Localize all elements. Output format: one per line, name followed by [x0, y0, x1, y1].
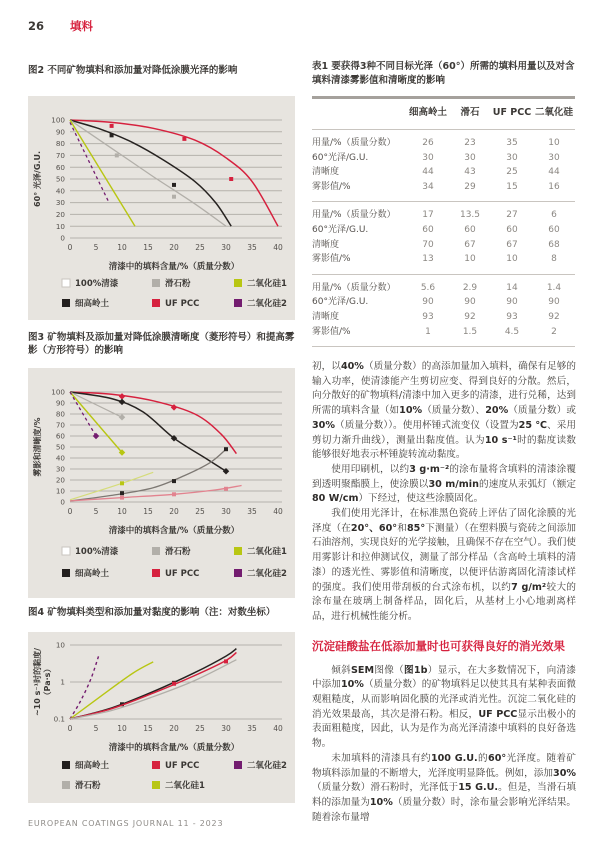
svg-text:清漆中的填料含量/%（质量分数）: 清漆中的填料含量/%（质量分数） — [108, 743, 240, 753]
table-row — [312, 238, 575, 253]
legend-label: 细高岭土 — [75, 569, 110, 579]
svg-text:20: 20 — [55, 475, 65, 485]
table-cell: 13 — [422, 254, 434, 265]
table-row-label: 雾影值/% — [312, 254, 351, 265]
svg-text:20: 20 — [169, 507, 179, 516]
table-row-label: 60°光泽/G.U. — [312, 224, 369, 235]
table1-block — [312, 202, 575, 273]
table-cell: 30 — [464, 152, 476, 163]
table1-block — [312, 275, 575, 346]
legend-label: 100%清漆 — [75, 279, 119, 289]
table-cell: 92 — [464, 311, 476, 322]
legend-label: 细高岭土 — [75, 299, 110, 309]
svg-text:~10 s⁻¹时的黏度/: ~10 s⁻¹时的黏度/ — [33, 647, 42, 717]
legend-swatch — [152, 547, 160, 555]
svg-text:5: 5 — [93, 724, 99, 733]
table-cell: 60 — [464, 224, 476, 235]
table-cell: 4.5 — [504, 326, 520, 337]
table-row — [312, 281, 575, 296]
legend-label: 滑石粉 — [165, 547, 191, 557]
table-cell: 26 — [422, 138, 434, 148]
table-row-label: 清晰度 — [312, 239, 340, 250]
table-cell: 1.5 — [462, 326, 478, 337]
svg-text:30: 30 — [55, 464, 65, 474]
article-paragraph: 使用印刷机，以约3 g·m⁻²的涂布量将含填料的清漆涂覆到透明聚酯膜上，使涂膜以30 m/min的速度从汞弧灯（额定80 W/cm）下经过，使这些涂膜固化。 — [312, 463, 577, 505]
table-cell: 29 — [464, 181, 476, 192]
table-cell: 25 — [506, 167, 518, 178]
svg-text:80: 80 — [55, 139, 65, 149]
legend-swatch — [234, 279, 242, 287]
svg-text:（Pa·s）: （Pa·s） — [43, 664, 52, 700]
svg-text:35: 35 — [247, 724, 257, 733]
legend-label: 二氧化硅2 — [247, 761, 287, 771]
article-paragraph: 未加填料的清漆具有约100 G.U.的60°光泽度。随着矿物填料添加量的不断增大，光泽度明显降低。例如，添加30%（质量分数）滑石粉时，光泽低于15 G.U.。但是，当滑石填料的添加量为10%（质量分数）时，涂布量会影响光泽结果。 随着涂布量增 — [312, 752, 577, 823]
svg-text:1: 1 — [60, 677, 65, 687]
table-cell: 1.4 — [546, 282, 562, 293]
svg-text:20: 20 — [169, 243, 179, 252]
svg-text:10: 10 — [55, 221, 65, 231]
table-cell: 6 — [551, 210, 557, 221]
table-row-label: 清晰度 — [312, 311, 340, 322]
table-cell: 44 — [422, 167, 434, 178]
table-cell: 90 — [548, 297, 560, 308]
legend-swatch — [62, 781, 70, 789]
article-heading: 沉淀硅酸盐在低添加量时也可获得良好的消光效果 — [312, 638, 565, 653]
table-row-label: 用量/%（质量分数） — [312, 138, 396, 148]
svg-text:30: 30 — [221, 507, 231, 516]
legend-swatch — [62, 569, 70, 577]
svg-text:25: 25 — [195, 724, 205, 733]
table-cell: 17 — [422, 210, 434, 221]
legend-label: 100%清漆 — [75, 547, 119, 557]
legend-label: 细高岭土 — [75, 761, 110, 771]
svg-text:50: 50 — [55, 442, 65, 452]
svg-text:90: 90 — [55, 127, 65, 137]
table-row-label: 雾影值/% — [312, 181, 351, 192]
figure2-chart — [28, 96, 295, 320]
table-row — [312, 223, 575, 238]
legend-swatch — [152, 761, 160, 769]
table-cell: 60 — [506, 224, 518, 235]
svg-text:0.1: 0.1 — [53, 714, 65, 724]
table-cell: 14 — [506, 282, 518, 293]
svg-text:25: 25 — [195, 507, 205, 516]
table-row — [312, 165, 575, 180]
page-header — [28, 18, 93, 34]
svg-text:10: 10 — [55, 486, 65, 496]
legend-swatch — [234, 569, 242, 577]
svg-text:15: 15 — [143, 507, 153, 516]
svg-text:30: 30 — [221, 243, 231, 252]
table-cell: 90 — [464, 297, 476, 308]
legend-swatch — [152, 569, 160, 577]
svg-text:5: 5 — [93, 507, 99, 516]
legend-label: 滑石粉 — [75, 781, 101, 791]
svg-text:60: 60 — [55, 431, 65, 441]
svg-text:30: 30 — [221, 724, 231, 733]
table-row — [312, 208, 575, 223]
figure3-caption: 图3 矿物填料及添加量对降低涂膜清晰度（菱形符号）和提高雾影（方形符号）的影响 — [28, 332, 295, 356]
table-cell: 35 — [506, 138, 518, 148]
legend-label: UF PCC — [165, 569, 200, 579]
table-cell: 68 — [548, 239, 560, 250]
table-row-label: 清晰度 — [312, 167, 340, 178]
svg-text:40: 40 — [273, 724, 283, 733]
svg-text:25: 25 — [195, 243, 205, 252]
svg-text:20: 20 — [169, 724, 179, 733]
svg-text:35: 35 — [247, 507, 257, 516]
fig3-svg — [28, 368, 295, 598]
figure4-chart — [28, 632, 295, 803]
svg-text:0: 0 — [67, 507, 73, 516]
article-paragraph: 初，以40%（质量分数）的高添加量加入填料，确保有足够的输入功率，使清漆能产生剪切应变、得到良好的分散。然后，向分散好的矿物填料/清漆中加入更多的清漆，进行兑稀，达到所需的填料含量（如10%（质量分数）、20%（质量分数）或30%（质量分数））。使用杯锤式流变仪（设置为25 ℃、采用剪切力渐升曲线），测量出黏度值。认为10 s⁻¹时的黏度读数能够很好地表示杯锤旋转流动黏度。 — [312, 361, 577, 461]
table-cell: 90 — [422, 297, 434, 308]
svg-text:0: 0 — [67, 724, 73, 733]
table-row-label: 用量/%（质量分数） — [312, 282, 396, 293]
journal-footer: EUROPEAN COATINGS JOURNAL 11 - 2023 — [28, 819, 224, 828]
table-cell: 2 — [551, 326, 557, 337]
legend-label: UF PCC — [165, 299, 200, 309]
legend-label: UF PCC — [165, 761, 200, 771]
svg-text:90: 90 — [55, 398, 65, 408]
table-cell: 2.9 — [462, 282, 478, 293]
table-cell: 8 — [551, 254, 557, 265]
table-cell: 44 — [548, 167, 560, 178]
figure4-caption: 图4 矿物填料类型和添加量对黏度的影响（注：对数坐标） — [28, 607, 276, 618]
table-cell: 1 — [425, 326, 431, 337]
table-cell: 60 — [548, 224, 560, 235]
table-row-label: 60°光泽/G.U. — [312, 297, 369, 308]
legend-swatch — [234, 547, 242, 555]
fig2-svg — [28, 96, 295, 320]
figure2-caption: 图2 不同矿物填料和添加量对降低涂膜光泽的影响 — [28, 65, 238, 76]
legend-swatch — [152, 781, 160, 789]
table-row-label: 60°光泽/G.U. — [312, 152, 369, 163]
legend-label: 二氧化硅2 — [247, 299, 287, 309]
svg-text:70: 70 — [55, 151, 65, 160]
table-cell: 67 — [506, 239, 518, 250]
svg-text:40: 40 — [273, 243, 283, 252]
table-row — [312, 295, 575, 310]
legend-swatch — [152, 279, 160, 287]
table1-column-header: 滑石 — [460, 107, 480, 118]
svg-text:70: 70 — [55, 420, 65, 430]
table-cell: 70 — [422, 239, 434, 250]
svg-text:10: 10 — [55, 640, 65, 650]
svg-text:15: 15 — [143, 243, 153, 252]
svg-text:0: 0 — [67, 243, 73, 252]
table1-column-header: UF PCC — [492, 107, 532, 118]
table-cell: 30 — [422, 152, 434, 163]
table-cell: 92 — [548, 311, 560, 322]
legend-label: 二氧化硅2 — [247, 569, 287, 579]
article-paragraph: 倾斜SEM图像（图1b）显示，在大多数情况下，向清漆中添加10%（质量分数）的矿物填料足以使其具有某种表面微观粗糙度，从而影响固化膜的光泽或消光性。沉淀二氧化硅的消光效果最高，其次是滑石粉。相反，UF PCC显示出极小的表面粗糙度，因此，认为是作为高光泽清漆中填料的良好备选物。 — [312, 664, 577, 750]
table-row — [312, 310, 575, 325]
svg-text:10: 10 — [117, 724, 127, 733]
table-cell: 10 — [464, 254, 476, 265]
legend-label: 二氧化硅1 — [247, 279, 287, 289]
legend-swatch — [152, 299, 160, 307]
fig4-svg — [28, 632, 295, 803]
svg-text:15: 15 — [143, 724, 153, 733]
table-row-label: 用量/%（质量分数） — [312, 210, 396, 221]
table-cell: 10 — [506, 254, 518, 265]
svg-text:40: 40 — [55, 186, 65, 196]
svg-text:10: 10 — [117, 507, 127, 516]
table-cell: 67 — [464, 239, 476, 250]
svg-text:80: 80 — [55, 409, 65, 419]
table-cell: 13.5 — [459, 210, 481, 221]
svg-text:雾影和清晰度/%: 雾影和清晰度/% — [33, 417, 42, 477]
svg-text:100: 100 — [51, 115, 65, 125]
svg-text:35: 35 — [247, 243, 257, 252]
svg-text:0: 0 — [60, 497, 65, 507]
table-cell: 16 — [548, 181, 560, 192]
article-text — [312, 360, 576, 825]
svg-text:10: 10 — [117, 243, 127, 252]
table-cell: 10 — [548, 138, 560, 148]
svg-text:100: 100 — [51, 387, 65, 397]
table1-header-row — [312, 99, 575, 129]
table1-body — [312, 99, 575, 347]
table-cell: 15 — [506, 181, 518, 192]
table-row — [312, 180, 575, 195]
svg-text:30: 30 — [55, 198, 65, 208]
page-number: 26 — [28, 19, 45, 33]
table-cell: 23 — [464, 138, 476, 148]
table1-column-header: 细高岭土 — [408, 107, 447, 118]
table1 — [312, 60, 575, 347]
table-row — [312, 252, 575, 267]
table-cell: 30 — [548, 152, 560, 163]
table-row — [312, 325, 575, 340]
table-row — [312, 151, 575, 166]
table-cell: 5.6 — [420, 282, 436, 293]
svg-text:50: 50 — [55, 174, 65, 184]
table-cell: 90 — [506, 297, 518, 308]
article-paragraph: 我们使用光泽计，在标准黑色瓷砖上评估了固化涂膜的光泽度（在20°、60°和85°下测量）（在塑料膜与瓷砖之间添加石油溶剂，实现良好的光学接触，且确保不存在空气）。我们使用雾影计和拉伸测试仪，测量了部分样品（含高岭土填料的清漆）的透光性、雾影值和清晰度，以便评估游离固化清漆试样的强度。我们使用带刮板的台式涂布机，以约7 g/m²较大的涂布量在玻璃上制备样品，固化后，从基材上小心地剥离样品，进行机械性能分析。 — [312, 508, 577, 622]
table-cell: 34 — [422, 181, 434, 192]
legend-swatch — [234, 299, 242, 307]
svg-text:40: 40 — [273, 507, 283, 516]
figure3-chart — [28, 368, 295, 598]
legend-swatch — [62, 299, 70, 307]
svg-text:40: 40 — [55, 453, 65, 463]
table-row — [312, 136, 575, 151]
table-cell: 43 — [464, 167, 476, 178]
svg-text:60: 60 — [55, 162, 65, 172]
table1-column-header: 二氧化硅 — [534, 107, 573, 118]
table-cell: 60 — [422, 224, 434, 235]
svg-text:0: 0 — [60, 233, 65, 243]
legend-label: 二氧化硅1 — [165, 781, 205, 791]
svg-text:5: 5 — [93, 243, 99, 252]
legend-label: 滑石粉 — [165, 279, 191, 289]
legend-swatch — [62, 547, 70, 555]
table1-block — [312, 130, 575, 201]
svg-text:清漆中的填料含量/%（质量分数）: 清漆中的填料含量/%（质量分数） — [108, 262, 240, 272]
table-cell: 93 — [422, 311, 434, 322]
svg-text:清漆中的填料含量/%（质量分数）: 清漆中的填料含量/%（质量分数） — [108, 526, 240, 536]
table1-caption: 表1 要获得3种不同目标光泽（60°）所需的填料用量以及对含填料清漆雾影值和清晰度的影响 — [312, 61, 575, 86]
section-title: 填料 — [70, 19, 94, 33]
legend-swatch — [234, 761, 242, 769]
svg-text:20: 20 — [55, 210, 65, 219]
svg-text:60° 光泽/G.U.: 60° 光泽/G.U. — [33, 151, 42, 207]
table-cell: 27 — [506, 210, 518, 221]
legend-swatch — [62, 279, 70, 287]
table-cell: 30 — [506, 152, 518, 163]
legend-label: 二氧化硅1 — [247, 547, 287, 557]
legend-swatch — [62, 761, 70, 769]
table-row-label: 雾影值/% — [312, 326, 351, 337]
table-cell: 93 — [506, 311, 518, 322]
